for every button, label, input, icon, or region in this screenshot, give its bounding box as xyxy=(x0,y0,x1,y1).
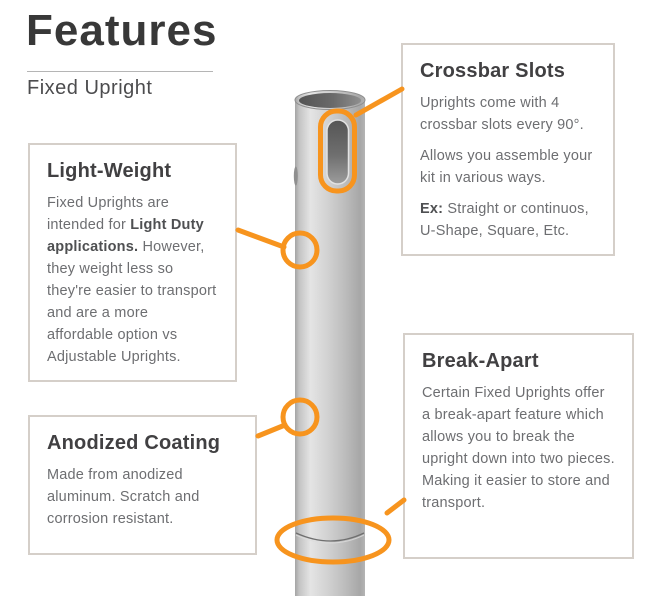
light-weight-text-after: However, they weight less so they're easier to transport and are a more affordable option vs Adjustable Uprights. xyxy=(47,239,217,365)
pole-body xyxy=(295,100,365,596)
callout-anodized-coating xyxy=(28,415,257,555)
pole-top-opening xyxy=(299,93,361,108)
anodized-coating-highlight-circle-icon xyxy=(283,400,317,434)
callout-break-apart-title: Break-Apart xyxy=(422,350,539,372)
light-weight-connector-line xyxy=(238,230,284,247)
callout-break-apart xyxy=(403,333,634,559)
page-title: Features xyxy=(26,6,218,55)
anodized-coating-connector-line xyxy=(258,425,285,436)
crossbar-slot-highlight-ring-icon xyxy=(321,111,355,191)
callout-anodized-coating-text: Made from anodized aluminum. Scratch and corrosion resistant. xyxy=(47,467,200,527)
title-underline xyxy=(27,71,213,72)
crossbar-connector-line xyxy=(356,89,402,115)
callout-light-weight-title: Light-Weight xyxy=(47,160,172,182)
light-weight-text-before: Fixed Uprights are intended for xyxy=(47,195,170,233)
example-text: Straight or continuos, U-Shape, Square, Etc. xyxy=(420,201,589,239)
callout-crossbar-slots xyxy=(401,43,615,256)
break-apart-connector-line xyxy=(387,500,404,513)
pole-top-rim xyxy=(295,91,365,110)
callout-light-weight-text xyxy=(47,192,218,368)
page-subtitle: Fixed Upright xyxy=(27,77,153,99)
callout-anodized-coating-title: Anodized Coating xyxy=(47,432,221,454)
callout-crossbar-slots-para2: Allows you assemble your kit in various ways. xyxy=(420,148,593,186)
callout-light-weight xyxy=(28,143,237,382)
callout-crossbar-slots-example xyxy=(420,198,596,242)
break-apart-seam xyxy=(296,533,364,541)
break-apart-seam-highlight xyxy=(296,535,364,543)
callout-crossbar-slots-title: Crossbar Slots xyxy=(420,60,566,82)
light-weight-text-bold: Light Duty applications. xyxy=(47,217,204,255)
side-slot-edge xyxy=(294,167,298,186)
example-label: Ex: xyxy=(420,201,444,217)
callout-crossbar-slots-para1: Uprights come with 4 crossbar slots every 90°. xyxy=(420,95,584,133)
crossbar-slot-hole xyxy=(327,120,349,184)
light-weight-highlight-circle-icon xyxy=(283,233,317,267)
callout-break-apart-text: Certain Fixed Uprights offer a break-apart feature which allows you to break the upright down into two pieces. Making it easier to store and transport. xyxy=(422,385,615,511)
break-apart-highlight-ellipse-icon xyxy=(277,518,389,562)
